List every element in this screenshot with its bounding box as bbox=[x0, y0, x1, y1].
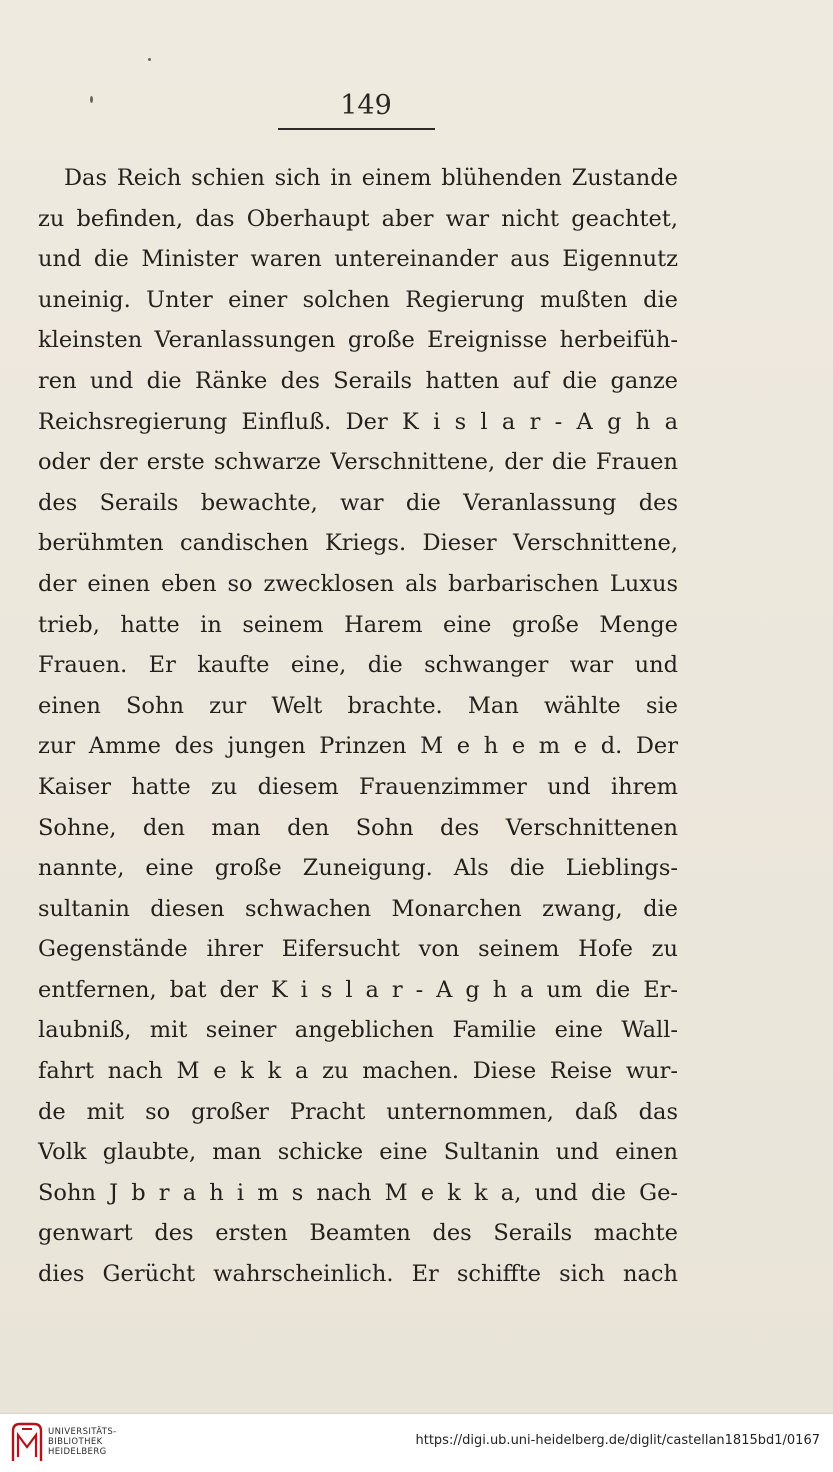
text-line: de mit so großer Pracht unternommen, daß das bbox=[38, 1098, 678, 1125]
text-line: nannte, eine große Zuneigung. Als die Lieblings- bbox=[38, 855, 678, 882]
text-line: Das Reich schien sich in einem blühenden Zustande bbox=[64, 165, 678, 191]
text-line: Kaiser hatte zu diesem Frauenzimmer und ihrem bbox=[38, 773, 678, 800]
institution-line: HEIDELBERG bbox=[48, 1447, 107, 1457]
text-line: einen Sohn zur Welt brachte. Man wählte sie bbox=[38, 692, 678, 719]
text-line: uneinig. Unter einer solchen Regierung mußten die bbox=[38, 286, 678, 313]
text-line: Reichsregierung Einfluß. Der K i s l a r - A g h a bbox=[38, 408, 678, 435]
header-rule bbox=[278, 128, 435, 130]
page-number: 149 bbox=[340, 90, 392, 121]
text-line: Volk glaubte, man schicke eine Sultanin und einen bbox=[38, 1139, 678, 1166]
text-line: dies Gerücht wahrscheinlich. Er schiffte sich nach bbox=[38, 1261, 678, 1288]
footer-bar bbox=[0, 1413, 833, 1472]
institution-line: BIBLIOTHEK bbox=[48, 1437, 103, 1447]
text-line: und die Minister waren untereinander aus Eigennutz bbox=[38, 246, 678, 273]
text-line: Gegenstände ihrer Eifersucht von seinem Hofe zu bbox=[38, 936, 678, 963]
text-line: entfernen, bat der K i s l a r - A g h a um die Er- bbox=[38, 976, 678, 1003]
text-line: Frauen. Er kaufte eine, die schwanger war und bbox=[38, 652, 678, 679]
text-line: zur Amme des jungen Prinzen M e h e m e d. Der bbox=[38, 733, 678, 760]
text-line: berühmten candischen Kriegs. Dieser Verschnittene, bbox=[38, 530, 678, 557]
text-line: kleinsten Veranlassungen große Ereignisse herbeifüh- bbox=[38, 327, 678, 354]
text-line: der einen eben so zwecklosen als barbarischen Luxus bbox=[38, 570, 678, 597]
text-line: oder der erste schwarze Verschnittene, der die Frauen bbox=[38, 449, 678, 476]
text-line: Sohne, den man den Sohn des Verschnittenen bbox=[38, 814, 678, 841]
text-line: genwart des ersten Beamten des Serails machte bbox=[38, 1220, 678, 1247]
page-speck bbox=[148, 58, 151, 61]
heidelberg-library-logo-icon[interactable] bbox=[10, 1421, 44, 1463]
text-line: Sohn J b r a h i m s nach M e k k a, und die Ge- bbox=[38, 1179, 678, 1206]
text-line: des Serails bewachte, war die Veranlassung des bbox=[38, 489, 678, 516]
permalink-url[interactable]: https://digi.ub.uni-heidelberg.de/diglit/castellan1815bd1/0167 bbox=[415, 1433, 820, 1448]
text-line: sultanin diesen schwachen Monarchen zwang, die bbox=[38, 895, 678, 922]
body-text bbox=[38, 158, 678, 1295]
page-speck bbox=[90, 96, 93, 103]
institution-name bbox=[48, 1427, 117, 1457]
text-line: ren und die Ränke des Serails hatten auf die ganze bbox=[38, 367, 678, 394]
text-line: trieb, hatte in seinem Harem eine große Menge bbox=[38, 611, 678, 638]
text-line: fahrt nach M e k k a zu machen. Diese Reise wur- bbox=[38, 1058, 678, 1085]
text-line: zu befinden, das Oberhaupt aber war nicht geachtet, bbox=[38, 205, 678, 232]
institution-line: UNIVERSITÄTS- bbox=[48, 1427, 117, 1437]
text-line: laubniß, mit seiner angeblichen Familie eine Wall- bbox=[38, 1017, 678, 1044]
